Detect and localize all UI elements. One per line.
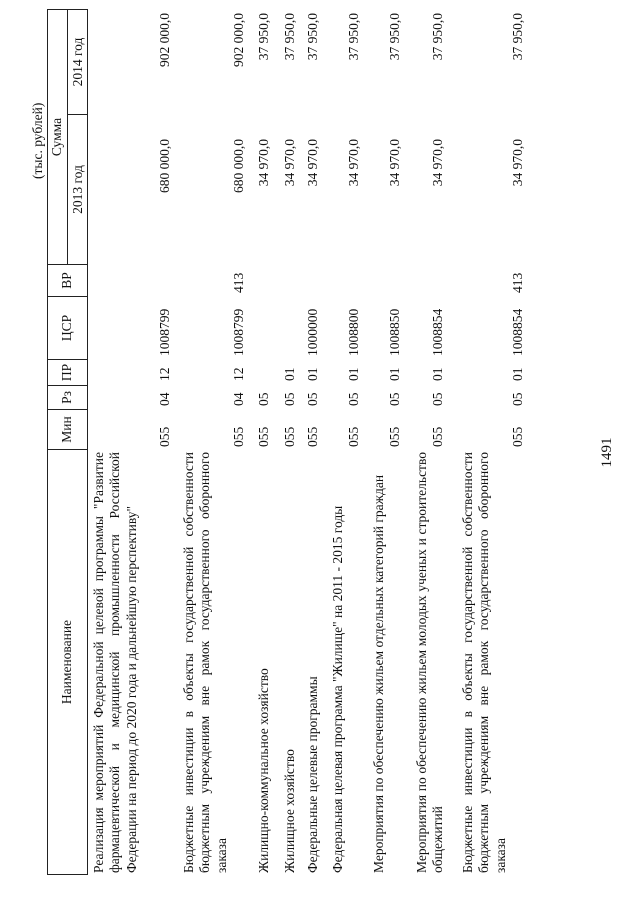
row-2013: 34 970,0 bbox=[510, 139, 525, 187]
table-top-border bbox=[47, 9, 48, 875]
row-csr: 1008854 bbox=[430, 308, 445, 356]
row-min: 055 bbox=[231, 426, 246, 447]
row-min: 055 bbox=[157, 426, 172, 447]
header-sum: Сумма bbox=[49, 117, 64, 157]
row-2013: 34 970,0 bbox=[282, 139, 297, 187]
row-pr: 12 bbox=[157, 367, 172, 381]
row-csr: 1008854 bbox=[510, 308, 525, 356]
row-pr: 01 bbox=[305, 367, 320, 381]
sum-subheader-divider bbox=[67, 10, 68, 264]
row-rz: 05 bbox=[282, 392, 297, 406]
row-name: Мероприятия по обеспечению жильем молодых ученых и строительство общежитий bbox=[414, 452, 446, 873]
row-pr: 01 bbox=[346, 367, 361, 381]
row-min: 055 bbox=[305, 426, 320, 447]
row-2014: 37 950,0 bbox=[282, 13, 297, 61]
row-pr: 01 bbox=[430, 367, 445, 381]
row-csr: 1008800 bbox=[346, 308, 361, 356]
row-min: 055 bbox=[387, 426, 402, 447]
row-rz: 05 bbox=[305, 392, 320, 406]
row-pr: 12 bbox=[231, 367, 246, 381]
row-2013: 680 000,0 bbox=[157, 139, 172, 193]
row-pr: 01 bbox=[387, 367, 402, 381]
row-rz: 05 bbox=[387, 392, 402, 406]
row-min: 055 bbox=[430, 426, 445, 447]
row-2014: 902 000,0 bbox=[157, 13, 172, 67]
row-2014: 37 950,0 bbox=[510, 13, 525, 61]
row-pr: 01 bbox=[510, 367, 525, 381]
header-year-2014: 2014 год bbox=[70, 37, 85, 87]
row-2013: 680 000,0 bbox=[231, 139, 246, 193]
row-rz: 04 bbox=[157, 392, 172, 406]
header-rz: Рз bbox=[59, 391, 74, 404]
row-name: Жилищно-коммунальное хозяйство bbox=[256, 668, 271, 873]
row-rz: 05 bbox=[510, 392, 525, 406]
header-vr: ВР bbox=[59, 272, 74, 289]
row-name: Бюджетные инвестиции в объекты государственной собственности бюджетным учреждениям вне рамок государственного оборонного заказа bbox=[181, 452, 229, 873]
table-left-border bbox=[47, 874, 88, 875]
row-2014: 37 950,0 bbox=[305, 13, 320, 61]
page-number: 1491 bbox=[599, 437, 615, 468]
row-rz: 05 bbox=[346, 392, 361, 406]
row-csr: 1000000 bbox=[305, 308, 320, 356]
row-2013: 34 970,0 bbox=[387, 139, 402, 187]
row-name: Реализация мероприятий Федеральной целевой программы "Развитие фармацевтической и медицинской промышленности Российской Федерации на период до 2020 года и дальнейшую перспективу" bbox=[91, 452, 139, 873]
row-min: 055 bbox=[510, 426, 525, 447]
row-csr: 1008850 bbox=[387, 308, 402, 356]
header-min: Мин bbox=[59, 416, 74, 443]
header-name: Наименование bbox=[59, 619, 74, 705]
row-2013: 34 970,0 bbox=[305, 139, 320, 187]
row-csr: 1008799 bbox=[231, 308, 246, 356]
row-vr: 413 bbox=[510, 272, 525, 293]
row-min: 055 bbox=[346, 426, 361, 447]
units-note: (тыс. рублей) bbox=[30, 102, 45, 179]
row-2014: 37 950,0 bbox=[387, 13, 402, 61]
row-name: Федеральная целевая программа "Жилище" на 2011 - 2015 годы bbox=[330, 505, 345, 873]
row-min: 055 bbox=[256, 426, 271, 447]
row-name: Мероприятия по обеспечению жильем отдельных категорий граждан bbox=[371, 474, 386, 873]
row-2013: 34 970,0 bbox=[256, 139, 271, 187]
row-2014: 37 950,0 bbox=[346, 13, 361, 61]
row-rz: 04 bbox=[231, 392, 246, 406]
row-pr: 01 bbox=[282, 367, 297, 381]
row-2013: 34 970,0 bbox=[430, 139, 445, 187]
header-pr: ПР bbox=[59, 363, 74, 382]
row-vr: 413 bbox=[231, 272, 246, 293]
row-2014: 37 950,0 bbox=[430, 13, 445, 61]
row-name: Жилищное хозяйство bbox=[282, 749, 297, 873]
row-2013: 34 970,0 bbox=[346, 139, 361, 187]
row-name: Бюджетные инвестиции в объекты государственной собственности бюджетным учреждениям вне рамок государственного оборонного заказа bbox=[460, 452, 508, 873]
row-rz: 05 bbox=[430, 392, 445, 406]
row-rz: 05 bbox=[256, 392, 271, 406]
header-bottom-border bbox=[87, 9, 88, 875]
row-min: 055 bbox=[282, 426, 297, 447]
row-2014: 902 000,0 bbox=[231, 13, 246, 67]
header-csr: ЦСР bbox=[59, 314, 74, 342]
header-year-2013: 2013 год bbox=[70, 165, 85, 214]
row-name: Федеральные целевые программы bbox=[305, 676, 320, 873]
row-2014: 37 950,0 bbox=[256, 13, 271, 61]
row-csr: 1008799 bbox=[157, 308, 172, 356]
